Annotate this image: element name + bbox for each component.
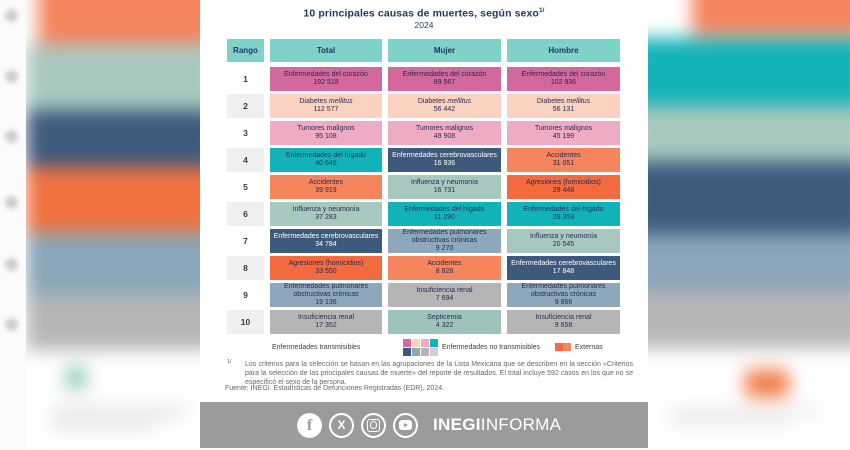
backdrop-left [0, 0, 200, 450]
cause-cell-total [270, 283, 382, 307]
cause-label: Tumores malignos [297, 124, 355, 132]
cause-label: Influenza y neumonía [292, 205, 360, 213]
rank-cell: 2 [227, 94, 264, 118]
rank-cell: 3 [227, 121, 264, 145]
cause-value: 102 936 [550, 79, 577, 86]
table-row [227, 256, 620, 280]
cause-cell-mujer [388, 67, 501, 91]
rank-cell: 4 [227, 148, 264, 172]
legend-swatch [412, 348, 420, 356]
cause-label: Enfermedades del corazón [521, 70, 606, 78]
cause-label: Diabetes mellitus [417, 97, 472, 105]
col-header-rango: Rango [227, 39, 264, 62]
legend-label: Externas [575, 343, 603, 351]
legend-item-1 [403, 338, 540, 356]
legend-swatch [563, 343, 571, 351]
cause-label: Insuficiencia renal [297, 313, 355, 321]
cause-label: Insuficiencia renal [416, 286, 473, 294]
instagram-icon [361, 413, 386, 438]
backdrop-right [648, 0, 850, 450]
legend-swatches [555, 343, 571, 351]
cause-cell-hombre [507, 67, 620, 91]
cause-cell-total [270, 229, 382, 253]
causes-table [227, 39, 620, 337]
cause-label: Tumores malignos [415, 124, 474, 132]
legend-swatch [403, 339, 411, 347]
brand-regular: INFORMA [480, 415, 562, 434]
cause-cell-mujer [388, 94, 501, 118]
cause-label: Enfermedades del hígado [285, 151, 367, 159]
cause-cell-total [270, 202, 382, 226]
cause-value: 9 270 [435, 245, 454, 253]
legend-swatch [412, 339, 420, 347]
legend-swatch [403, 348, 411, 356]
cause-cell-hombre [507, 121, 620, 145]
backdrop-left-bands [26, 0, 200, 450]
title-footnote-marker: 1/ [538, 7, 545, 14]
cause-value: 56 131 [552, 106, 575, 113]
cause-label: Agresiones (homicidios) [288, 259, 364, 267]
cause-label: Enfermedades cerebrovasculares [392, 151, 497, 159]
cause-value: 20 545 [552, 241, 575, 248]
cause-cell-mujer [388, 202, 501, 226]
table-row [227, 202, 620, 226]
cause-value: 11 290 [434, 214, 455, 221]
cause-value: 17 352 [315, 322, 337, 329]
cause-cell-mujer [388, 148, 501, 172]
cause-value: 95 108 [315, 133, 337, 140]
cause-value: 4 322 [435, 322, 454, 329]
table-row [227, 67, 620, 91]
legend-label: Enfermedades transmisibles [272, 343, 361, 351]
cause-cell-hombre [507, 283, 620, 307]
table-row [227, 310, 620, 334]
cause-cell-total [270, 121, 382, 145]
cause-label: Enfermedades del hígado [523, 205, 604, 213]
cause-value: 39 919 [315, 187, 337, 194]
cause-label: Enfermedades del hígado [404, 205, 485, 213]
cause-cell-total [270, 310, 382, 334]
social-icons [297, 413, 418, 438]
cause-value: 7 694 [435, 295, 454, 302]
cause-value: 16 936 [433, 160, 456, 167]
cause-label: Influenza y neumonía [530, 232, 597, 240]
table-header-row [227, 39, 620, 62]
cause-cell-hombre [507, 175, 620, 199]
cause-cell-hombre [507, 229, 620, 253]
page-title [200, 7, 648, 20]
footnote-marker: 1/ [227, 359, 232, 365]
cause-value: 29 448 [552, 187, 575, 194]
rank-cell: 8 [227, 256, 264, 280]
page-subtitle: 2024 [414, 20, 434, 30]
legend-swatch [430, 348, 438, 356]
cause-label: Enfermedades pulmonares obstructivas crónicas [402, 229, 487, 244]
cause-label: Insuficiencia renal [535, 313, 592, 321]
legend-swatch [555, 343, 563, 351]
cause-cell-total [270, 175, 382, 199]
cause-label: Accidentes [546, 151, 581, 159]
rank-cell: 6 [227, 202, 264, 226]
cause-cell-total [270, 94, 382, 118]
legend-swatch [421, 348, 429, 356]
legend-swatch [430, 339, 438, 347]
cause-cell-mujer [388, 121, 501, 145]
cause-value: 33 550 [315, 268, 337, 275]
cause-value: 31 051 [552, 160, 575, 167]
source-line: Fuente: INEGI. Estadísticas de Defunciones Registradas (EDR), 2024. [225, 385, 445, 392]
cause-label: Tumores malignos [534, 124, 593, 132]
legend-swatches [403, 339, 438, 356]
facebook-icon: f [297, 413, 322, 438]
viewer-sidebar-strip [0, 0, 26, 450]
causes-table-body [227, 67, 620, 334]
page-title-text: 10 principales causas de muertes, según sexo [303, 7, 539, 20]
footer-bar [200, 402, 648, 448]
cause-label: Enfermedades del corazón [402, 70, 487, 78]
cause-label: Enfermedades cerebrovasculares [273, 232, 379, 240]
infographic-panel [200, 0, 648, 450]
cause-value: 49 908 [433, 133, 456, 140]
rank-cell: 5 [227, 175, 264, 199]
table-row [227, 94, 620, 118]
cause-label: Septicemia [427, 313, 462, 321]
cause-value: 34 784 [315, 241, 337, 248]
x-icon: X [329, 413, 354, 438]
table-row [227, 229, 620, 253]
cause-cell-hombre [507, 202, 620, 226]
cause-cell-total [270, 256, 382, 280]
legend-swatch [421, 339, 429, 347]
cause-label: Accidentes [308, 178, 344, 186]
brand-bold: INEGI [433, 415, 481, 434]
cause-label: Enfermedades cerebrovasculares [511, 259, 616, 267]
cause-label: Influenza y neumonía [411, 178, 478, 186]
cause-cell-total [270, 148, 382, 172]
rank-cell: 9 [227, 283, 264, 307]
cause-cell-hombre [507, 94, 620, 118]
cause-cell-mujer [388, 256, 501, 280]
backdrop-right-bands [648, 0, 850, 450]
cause-cell-hombre [507, 310, 620, 334]
table-row [227, 121, 620, 145]
cause-value: 16 731 [433, 187, 456, 194]
cause-value: 45 199 [552, 133, 575, 140]
rank-cell: 10 [227, 310, 264, 334]
table-row [227, 148, 620, 172]
cause-cell-mujer [388, 310, 501, 334]
cause-cell-hombre [507, 148, 620, 172]
cause-value: 37 283 [315, 214, 337, 221]
col-header-mujer: Mujer [388, 39, 501, 62]
table-row [227, 175, 620, 199]
cause-label: Diabetes mellitus [299, 97, 353, 105]
cause-value: 8 828 [435, 268, 454, 275]
cause-cell-mujer [388, 229, 501, 253]
cause-cell-mujer [388, 175, 501, 199]
col-header-hombre: Hombre [507, 39, 620, 62]
cause-cell-mujer [388, 283, 501, 307]
youtube-icon [393, 413, 418, 438]
cause-label: Enfermedades del corazón [284, 70, 368, 78]
legend-label: Enfermedades no transmisibles [442, 343, 541, 351]
cause-cell-hombre [507, 256, 620, 280]
cause-value: 17 848 [552, 268, 575, 275]
cause-label: Accidentes [427, 259, 462, 267]
col-header-total: Total [270, 39, 382, 62]
cause-label: Diabetes mellitus [536, 97, 591, 105]
footnote-text: Los criterios para la selección se basan en las agrupaciones de la Lista Mexicana que se describen en la sección «Criterios para la selección de las principales causas de muerte» del reporte de resultados. El total incluye 592 casos en los que no se especificó el sexo de la persona. [245, 361, 633, 387]
cause-value: 9 866 [554, 299, 573, 307]
inegi-informa-logo [433, 415, 561, 435]
legend-item-0 [268, 338, 360, 356]
cause-value: 112 577 [313, 106, 339, 113]
cause-label: Enfermedades pulmonares obstructivas crónicas [283, 283, 369, 298]
cause-value: 56 442 [433, 106, 456, 113]
table-row [227, 283, 620, 307]
cause-value: 9 658 [554, 322, 573, 329]
cause-value: 29 353 [552, 214, 575, 221]
rank-cell: 7 [227, 229, 264, 253]
cause-value: 40 645 [315, 160, 337, 167]
cause-value: 89 567 [433, 79, 456, 86]
cause-value: 192 518 [313, 79, 339, 86]
cause-label: Enfermedades pulmonares obstructivas crónicas [521, 283, 606, 298]
cause-value: 19 136 [315, 299, 337, 307]
cause-label: Agresiones (homicidios) [526, 178, 601, 186]
cause-cell-total [270, 67, 382, 91]
legend-item-2 [555, 338, 603, 356]
rank-cell: 1 [227, 67, 264, 91]
